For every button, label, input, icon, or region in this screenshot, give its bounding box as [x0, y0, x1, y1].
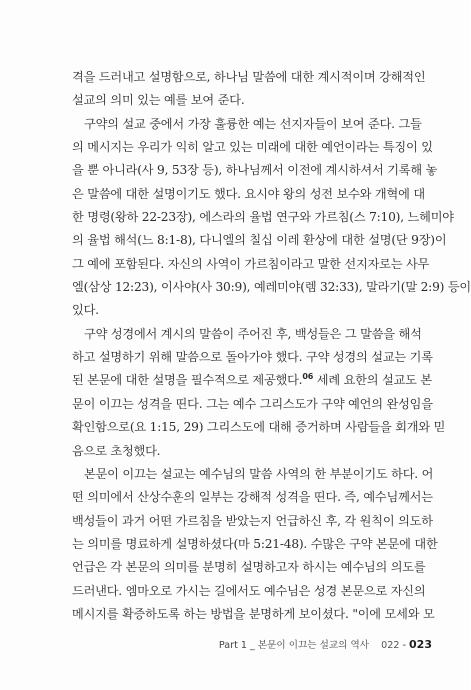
page-footer: [219, 637, 432, 651]
running-footer-title: Part 1 _ 본문이 이끄는 설교의 역사: [218, 640, 369, 651]
text-line: 의 율법 해석(느 8:1-8), 다니엘의 칠십 이레 환상에 대한 설명(단 9장)이: [72, 233, 447, 248]
text-line: 을 뿐 아니라(사 9, 53장 등), 하나님께서 이전에 계시하셔서 기록해 놓: [72, 163, 438, 178]
text-line: 언급은 각 본문의 의미를 분명히 설명하고자 하시는 예수님의 의도를: [72, 560, 426, 575]
text-line: 있다.: [72, 303, 99, 318]
text-line: 메시지를 확증하도록 하는 방법을 분명하게 보이셨다. "이에 모세와 모: [72, 606, 435, 621]
text-line: 하고 설명하기 위해 말씀으로 돌아가야 했다. 구약 성경의 설교는 기록: [72, 350, 433, 365]
text-line: 격을 드러내고 설명함으로, 하나님 말씀에 대한 계시적이며 강해적인: [72, 70, 426, 84]
text-segment: 된 본문에 대한 설명을 필수적으로 제공했다.: [72, 373, 303, 388]
text-line: 는 의미를 명료하게 설명하셨다(마 5:21-48). 수많은 구약 본문에 대한: [72, 536, 438, 551]
page-number-separator: -: [402, 640, 406, 651]
text-line: 문이 이끄는 성격을 띤다. 그는 예수 그리스도가 구약 예언의 완성임을: [72, 396, 433, 411]
text-line: 드러낸다. 엠마오로 가시는 길에서도 예수님은 성경 본문으로 자신의: [72, 583, 426, 598]
text-line: 떤 의미에서 산상수훈의 일부는 강해적 성격을 띤다. 즉, 예수님께서는: [72, 490, 433, 505]
text-line: 의 메시지는 우리가 익히 알고 있는 미래에 대한 예언이라는 특징이 있: [72, 140, 433, 155]
text-line: 그 예에 포함된다. 자신의 사역이 가르침이라고 말한 선지자로는 사무: [72, 256, 430, 271]
paragraph: [72, 66, 426, 113]
text-line: 구약 성경에서 계시의 말씀이 주어진 후, 백성들은 그 말씀을 해석: [84, 326, 422, 341]
footnote-marker[interactable]: 06: [302, 372, 314, 382]
page-number-left: 022: [381, 640, 400, 651]
text-line-with-footnote: [72, 369, 432, 392]
paragraph: [72, 113, 471, 323]
text-line: 음으로 초청했다.: [72, 443, 161, 458]
paragraph: [72, 323, 446, 463]
text-line: 본문이 이끄는 설교는 예수님의 말씀 사역의 한 부분이기도 하다. 어: [84, 466, 434, 481]
text-line: 엘(삼상 12:23), 이사야(사 30:9), 예레미야(렘 32:33), 말라기(말 2:9) 등이: [72, 280, 471, 295]
text-line: 은 말씀에 대한 설명이기도 했다. 요시야 왕의 성전 보수와 개혁에 대: [72, 186, 425, 201]
paragraph: [72, 463, 438, 626]
page-number-right: 023: [409, 638, 432, 651]
text-segment: 세례 요한의 설교도 본: [313, 373, 432, 388]
text-line: 한 명령(왕하 22-23장), 에스라의 율법 연구와 가르침(스 7:10), 느헤미야: [72, 210, 454, 225]
text-line: 설교의 의미 있는 예를 보여 준다.: [72, 93, 245, 108]
body-text: [72, 66, 471, 626]
text-line: 확인함으로(요 1:15, 29) 그리스도에 대해 증거하며 사람들을 회개와 믿: [72, 420, 446, 435]
text-line: 백성들이 과거 어떤 가르침을 받았는지 언급하신 후, 각 원칙이 의도하: [72, 513, 433, 528]
text-line: 구약의 설교 중에서 가장 훌륭한 예는 선지자들이 보여 준다. 그들: [84, 116, 422, 131]
